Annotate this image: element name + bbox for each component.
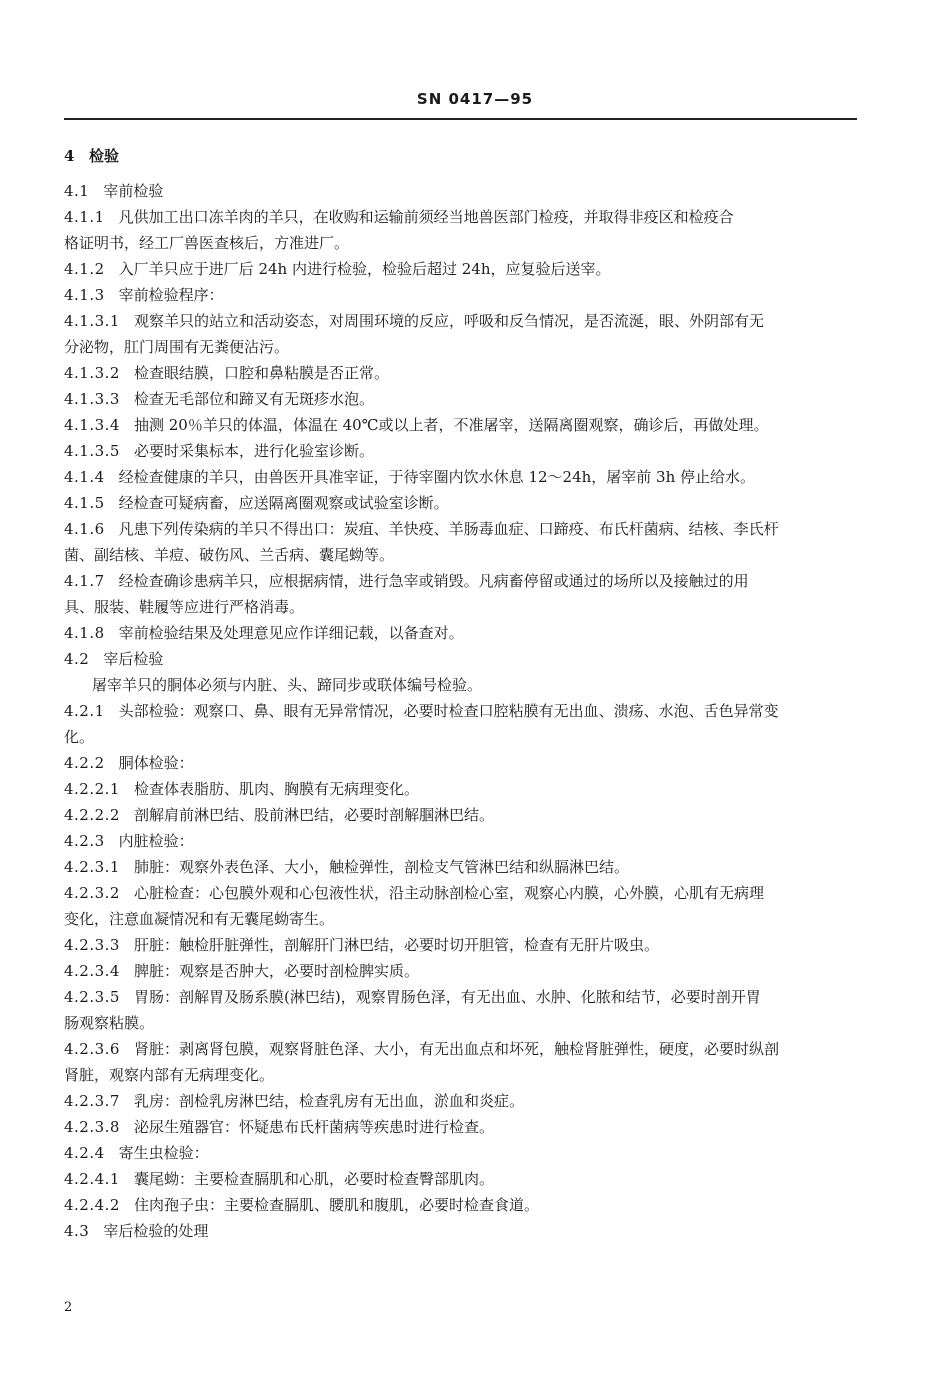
clause-line — [64, 308, 864, 334]
clause-text: 乳房：剖检乳房淋巴结，检查乳房有无出血，淤血和炎症。 — [133, 1092, 524, 1110]
clause-line — [64, 698, 864, 724]
clause-number: 4.2.3.2 — [64, 884, 120, 902]
clause-text: 囊尾蚴：主要检查膈肌和心肌，必要时检查臀部肌肉。 — [133, 1170, 494, 1188]
clause-text: 肺脏：观察外表色泽、大小，触检弹性，剖检支气管淋巴结和纵膈淋巴结。 — [133, 858, 629, 876]
clause-text: 脾脏：观察是否肿大，必要时剖检脾实质。 — [133, 962, 419, 980]
clause-line — [64, 360, 864, 386]
clause-text: 肾脏：剥离肾包膜，观察肾脏色泽、大小，有无出血点和坏死，触检肾脏弹性，硬度，必要时纵剖 — [133, 1040, 779, 1058]
clause-number: 4.2.4.2 — [64, 1196, 120, 1214]
clause-text: 入厂羊只应于进厂后 24h 内进行检验，检验后超过 24h，应复验后送宰。 — [118, 260, 611, 278]
clause-line — [64, 490, 864, 516]
clause-number: 4.1.3 — [64, 286, 105, 304]
clause-text: 屠宰羊只的胴体必须与内脏、头、蹄同步或联体编号检验。 — [92, 676, 483, 694]
clause-line — [64, 178, 864, 204]
clause-text: 化。 — [64, 728, 95, 746]
clause-line — [64, 412, 864, 438]
clause-line — [64, 672, 864, 698]
clause-line — [64, 724, 864, 750]
clause-text: 变化，注意血凝情况和有无囊尾蚴寄生。 — [64, 910, 335, 928]
page-number: 2 — [64, 1300, 73, 1315]
clause-line — [64, 1192, 864, 1218]
clause-number: 4.2.3.3 — [64, 936, 120, 954]
clause-text: 心脏检查：心包膜外观和心包液性状，沿主动脉剖检心室，观察心内膜，心外膜，心肌有无病理 — [133, 884, 764, 902]
clause-line — [64, 802, 864, 828]
clause-number: 4.2.3.5 — [64, 988, 120, 1006]
clause-text: 检查眼结膜，口腔和鼻粘膜是否正常。 — [133, 364, 389, 382]
clause-number: 4.2.3 — [64, 832, 105, 850]
clause-number: 4.1.5 — [64, 494, 105, 512]
clause-number: 4.2.3.1 — [64, 858, 120, 876]
clause-number: 4.1.2 — [64, 260, 105, 278]
clause-text: 头部检验：观察口、鼻、眼有无异常情况，必要时检查口腔粘膜有无出血、溃疡、水泡、舌色异常变 — [118, 702, 779, 720]
clause-line — [64, 464, 864, 490]
clause-number: 4.2.2.1 — [64, 780, 120, 798]
clause-text: 抽测 20％羊只的体温，体温在 40℃或以上者，不准屠宰，送隔离圈观察，确诊后，再做处理。 — [133, 416, 769, 434]
clause-line — [64, 568, 864, 594]
clause-number: 4.2.4 — [64, 1144, 105, 1162]
clause-number: 4.2.3.4 — [64, 962, 120, 980]
clause-text: 凡供加工出口冻羊肉的羊只，在收购和运输前须经当地兽医部门检疫，并取得非疫区和检疫合 — [118, 208, 734, 226]
clause-text: 宰前检验程序： — [118, 286, 224, 304]
clause-line — [64, 516, 864, 542]
clause-line — [64, 620, 864, 646]
document-body — [64, 143, 864, 1244]
clause-line — [64, 282, 864, 308]
clause-number: 4.1.3.4 — [64, 416, 120, 434]
clause-text: 胃肠：剖解胃及肠系膜(淋巴结)，观察胃肠色泽，有无出血、水肿、化脓和结节，必要时剖开胃 — [133, 988, 761, 1006]
clause-text: 寄生虫检验： — [118, 1144, 209, 1162]
clause-line — [64, 854, 864, 880]
clause-number: 4.1.7 — [64, 572, 105, 590]
clause-text: 宰前检验 — [103, 182, 164, 200]
clause-line — [64, 906, 864, 932]
clause-number: 4.1.8 — [64, 624, 105, 642]
clause-number: 4.2.3.8 — [64, 1118, 120, 1136]
clause-text: 经检查可疑病畜，应送隔离圈观察或试验室诊断。 — [118, 494, 449, 512]
clause-number: 4.1.3.3 — [64, 390, 120, 408]
clause-line — [64, 334, 864, 360]
clause-line — [64, 594, 864, 620]
clause-text: 凡患下列传染病的羊只不得出口：炭疽、羊快疫、羊肠毒血症、口蹄疫、布氏杆菌病、结核、李氏杆 — [118, 520, 779, 538]
clause-line — [64, 776, 864, 802]
clause-line — [64, 1010, 864, 1036]
clause-line — [64, 1218, 864, 1244]
clause-line — [64, 386, 864, 412]
clause-number: 4.1.3.5 — [64, 442, 120, 460]
clause-line — [64, 984, 864, 1010]
clause-text: 分泌物，肛门周围有无粪便沾污。 — [64, 338, 290, 356]
clause-number: 4.2.3.6 — [64, 1040, 120, 1058]
clause-text: 检查体表脂肪、肌肉、胸膜有无病理变化。 — [133, 780, 419, 798]
clause-line — [64, 438, 864, 464]
clause-text: 住肉孢子虫：主要检查膈肌、腰肌和腹肌，必要时检查食道。 — [133, 1196, 539, 1214]
clause-line — [64, 828, 864, 854]
clause-text: 剖解肩前淋巴结、股前淋巴结，必要时剖解腘淋巴结。 — [133, 806, 494, 824]
clause-line — [64, 256, 864, 282]
clause-text: 检查无毛部位和蹄叉有无斑疹水泡。 — [133, 390, 374, 408]
clause-text: 肠观察粘膜。 — [64, 1014, 155, 1032]
clause-line — [64, 958, 864, 984]
clause-number: 4.2.2 — [64, 754, 105, 772]
clause-text: 肝脏：触检肝脏弹性，剖解肝门淋巴结，必要时切开胆管，检查有无肝片吸虫。 — [133, 936, 659, 954]
clause-line — [64, 1036, 864, 1062]
clause-number: 4.2.3.7 — [64, 1092, 120, 1110]
clause-number: 4.2.4.1 — [64, 1170, 120, 1188]
clause-text: 经检查健康的羊只，由兽医开具准宰证，于待宰圈内饮水休息 12～24h，屠宰前 3h 停止给水。 — [118, 468, 756, 486]
clause-text: 宰后检验 — [103, 650, 164, 668]
clause-line — [64, 750, 864, 776]
clause-text: 必要时采集标本，进行化验室诊断。 — [133, 442, 374, 460]
clause-line — [64, 932, 864, 958]
clause-number: 4.1.3.2 — [64, 364, 120, 382]
clause-text: 宰前检验结果及处理意见应作详细记载，以备查对。 — [118, 624, 464, 642]
clause-line — [64, 646, 864, 672]
clause-text: 泌尿生殖器官：怀疑患布氏杆菌病等疾患时进行检查。 — [133, 1118, 494, 1136]
clause-line — [64, 1062, 864, 1088]
clause-text: 检验 — [88, 147, 119, 165]
clause-text: 内脏检验： — [118, 832, 194, 850]
clause-number: 4.2 — [64, 650, 90, 668]
clause-text: 观察羊只的站立和活动姿态，对周围环境的反应，呼吸和反刍情况，是否流涎，眼、外阴部有无 — [133, 312, 764, 330]
header-rule — [64, 118, 857, 120]
clause-text: 经检查确诊患病羊只，应根据病情，进行急宰或销毁。凡病畜停留或通过的场所以及接触过的用 — [118, 572, 749, 590]
clause-number: 4.1.4 — [64, 468, 105, 486]
clause-text: 宰后检验的处理 — [103, 1222, 209, 1240]
clause-line — [64, 1140, 864, 1166]
clause-text: 菌、副结核、羊痘、破伤风、兰舌病、囊尾蚴等。 — [64, 546, 395, 564]
clause-number: 4.1.1 — [64, 208, 105, 226]
clause-number: 4.1.3.1 — [64, 312, 120, 330]
clause-number: 4.2.2.2 — [64, 806, 120, 824]
clause-text: 格证明书，经工厂兽医查核后，方准进厂。 — [64, 234, 350, 252]
clause-line — [64, 1088, 864, 1114]
clause-text: 胴体检验： — [118, 754, 194, 772]
document-code: SN 0417—95 — [416, 90, 534, 108]
clause-line — [64, 1166, 864, 1192]
clause-line — [64, 230, 864, 256]
clause-number: 4.2.1 — [64, 702, 105, 720]
clause-number: 4.1 — [64, 182, 90, 200]
clause-number: 4.3 — [64, 1222, 90, 1240]
clause-line — [64, 204, 864, 230]
clause-text: 具、服装、鞋履等应进行严格消毒。 — [64, 598, 305, 616]
clause-number: 4.1.6 — [64, 520, 105, 538]
clause-line — [64, 542, 864, 568]
clause-text: 肾脏，观察内部有无病理变化。 — [64, 1066, 275, 1084]
clause-line — [64, 880, 864, 906]
clause-line — [64, 1114, 864, 1140]
clause-number: 4 — [64, 147, 75, 165]
section-heading — [64, 143, 864, 169]
